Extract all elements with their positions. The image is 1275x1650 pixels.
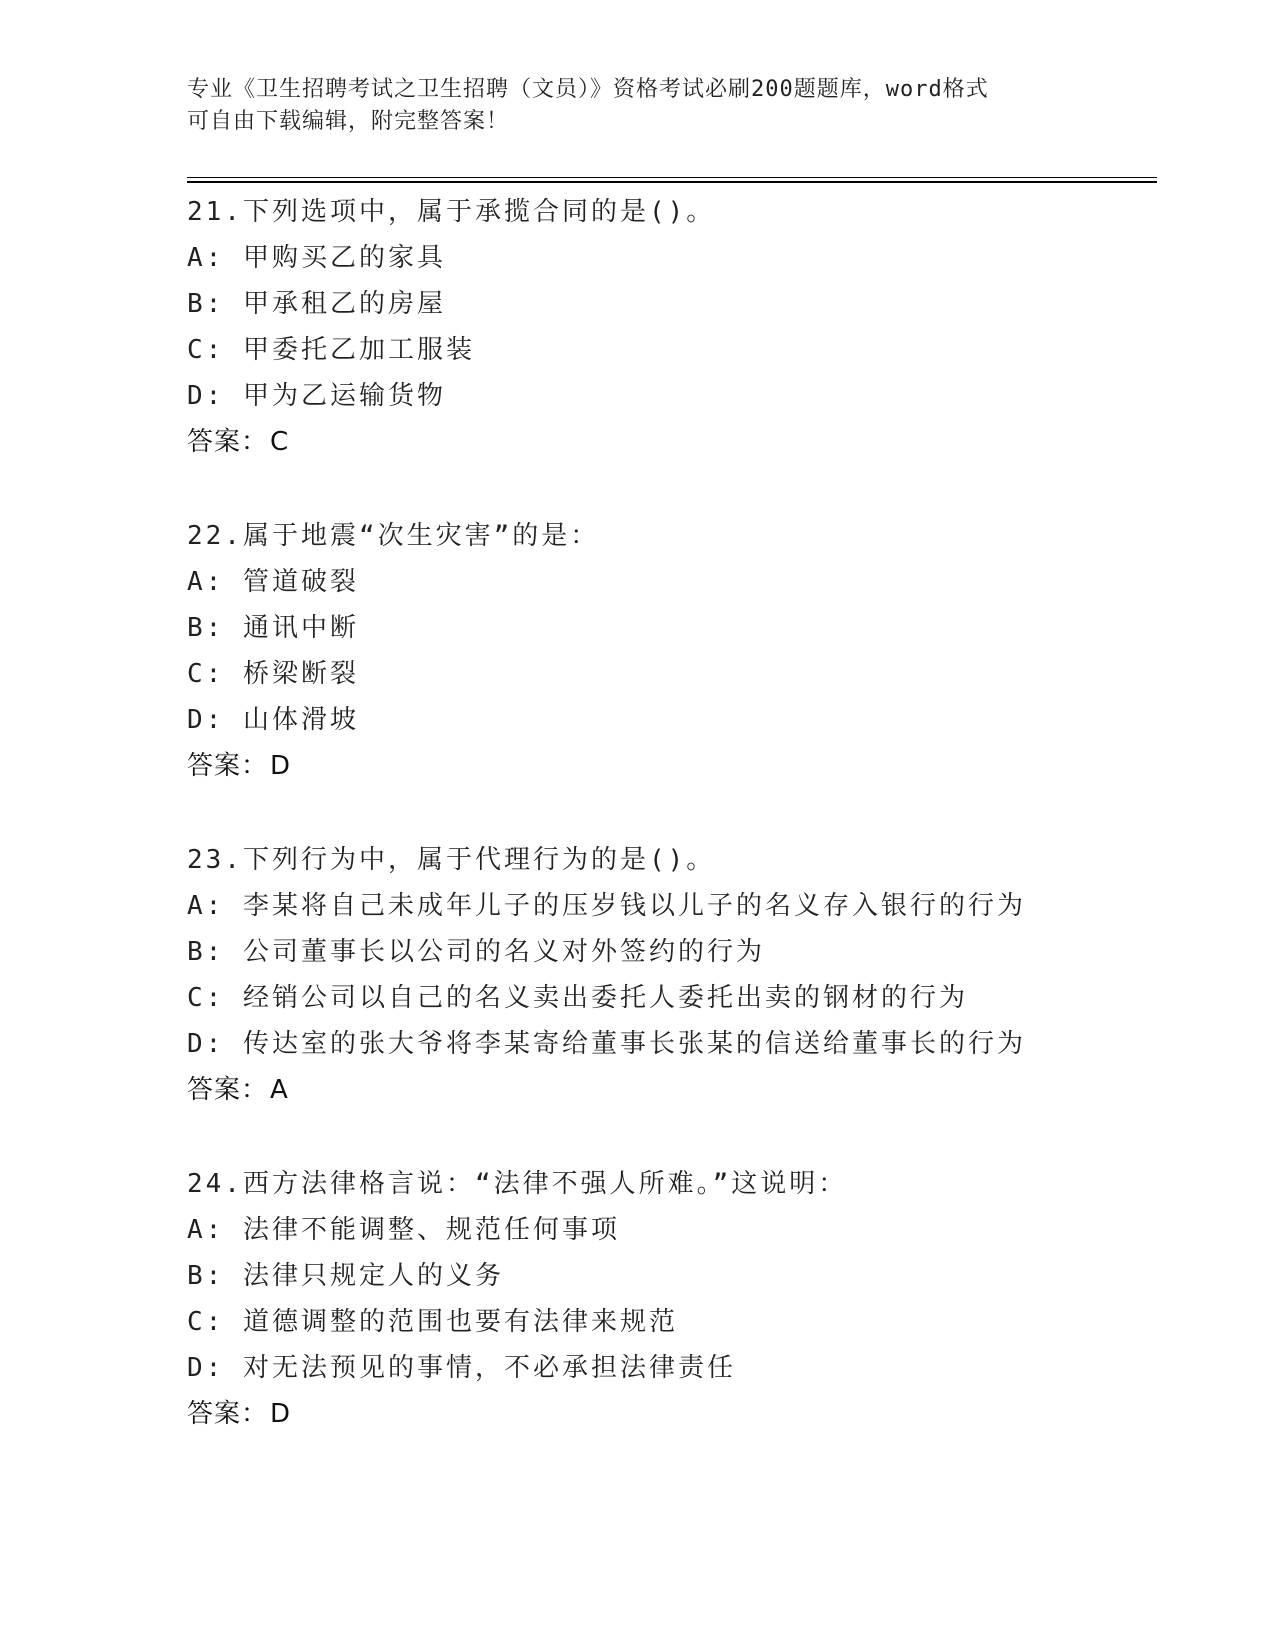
answer-value: D: [270, 751, 292, 781]
question-21: [187, 189, 1187, 465]
option-d: D: 传达室的张大爷将李某寄给董事长张某的信送给董事长的行为: [187, 1029, 1026, 1059]
option-b: B: 通讯中断: [187, 613, 359, 643]
option-d: D: 甲为乙运输货物: [187, 381, 446, 411]
question-22: [187, 513, 1187, 789]
question-stem: 23.下列行为中，属于代理行为的是()。: [187, 845, 716, 875]
question-list: [187, 189, 1187, 1485]
option-a: A: 李某将自己未成年儿子的压岁钱以儿子的名义存入银行的行为: [187, 891, 1026, 921]
option-c: C: 道德调整的范围也要有法律来规范: [187, 1307, 678, 1337]
header-divider-thin: [187, 177, 1157, 178]
answer-label: 答案：: [187, 427, 269, 457]
document-header: [187, 74, 1087, 138]
answer-value: D: [270, 1399, 292, 1429]
option-c: C: 桥梁断裂: [187, 659, 359, 689]
header-line-1: 专业《卫生招聘考试之卫生招聘（文员）》资格考试必刷200题题库，word格式: [187, 77, 989, 102]
header-line-2: 可自由下载编辑，附完整答案！: [187, 109, 510, 134]
option-c: C: 经销公司以自己的名义卖出委托人委托出卖的钢材的行为: [187, 983, 968, 1013]
answer-label: 答案：: [187, 751, 269, 781]
header-divider-thick: [187, 181, 1157, 183]
option-a: A: 甲购买乙的家具: [187, 243, 446, 273]
answer-value: C: [270, 427, 290, 457]
question-stem: 21.下列选项中，属于承揽合同的是()。: [187, 197, 716, 227]
answer-line: [187, 743, 1187, 789]
option-b: B: 甲承租乙的房屋: [187, 289, 446, 319]
question-24: [187, 1161, 1187, 1437]
answer-label: 答案：: [187, 1075, 269, 1105]
option-d: D: 山体滑坡: [187, 705, 359, 735]
option-b: B: 法律只规定人的义务: [187, 1261, 504, 1291]
answer-line: [187, 1391, 1187, 1437]
question-stem: 22.属于地震“次生灾害”的是：: [187, 521, 600, 551]
option-d: D: 对无法预见的事情，不必承担法律责任: [187, 1353, 736, 1383]
answer-label: 答案：: [187, 1399, 269, 1429]
option-c: C: 甲委托乙加工服装: [187, 335, 475, 365]
option-a: A: 管道破裂: [187, 567, 359, 597]
option-a: A: 法律不能调整、规范任何事项: [187, 1215, 620, 1245]
question-23: [187, 837, 1187, 1113]
answer-line: [187, 419, 1187, 465]
option-b: B: 公司董事长以公司的名义对外签约的行为: [187, 937, 765, 967]
answer-line: [187, 1067, 1187, 1113]
answer-value: A: [270, 1075, 289, 1105]
question-stem: 24.西方法律格言说：“法律不强人所难。”这说明：: [187, 1169, 848, 1199]
